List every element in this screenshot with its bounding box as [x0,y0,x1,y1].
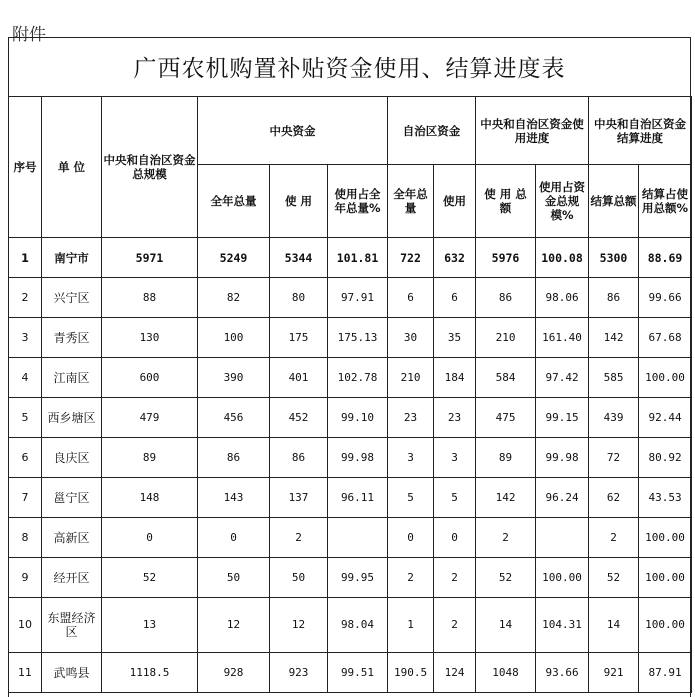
cell-total-scale: 479 [102,398,198,438]
cell-central-ratio: 101.81 [328,238,388,278]
page-title: 广西农机购置补贴资金使用、结算进度表 [133,56,566,82]
cell-region-total: 23 [388,398,434,438]
cell-region-used: 5 [434,478,476,518]
header-central-total: 全年总量 [198,165,270,238]
cell-usage-ratio: 93.66 [536,653,589,693]
cell-usage-ratio: 99.15 [536,398,589,438]
cell-unit: 武鸣县 [42,653,102,693]
cell-settle-ratio: 99.66 [639,278,692,318]
cell-seq: 10 [9,598,42,653]
cell-seq: 6 [9,438,42,478]
cell-region-used: 35 [434,318,476,358]
cell-total-scale: 89 [102,438,198,478]
header-seq: 序号 [9,97,42,238]
cell-region-used: 3 [434,438,476,478]
cell-region-total: 3 [388,438,434,478]
cell-region-used: 23 [434,398,476,438]
cell-seq: 5 [9,398,42,438]
cell-central-used: 923 [270,653,328,693]
cell-central-used: 137 [270,478,328,518]
header-central-ratio: 使用占全年总量% [328,165,388,238]
table-row [9,558,692,598]
cell-usage-total: 52 [476,558,536,598]
cell-region-total: 722 [388,238,434,278]
cell-usage-ratio: 104.31 [536,598,589,653]
cell-settle-total: 52 [589,558,639,598]
table-row [9,398,692,438]
cell-settle-ratio: 100.00 [639,358,692,398]
table-row [9,653,692,693]
cell-total-scale: 148 [102,478,198,518]
cell-unit: 青秀区 [42,318,102,358]
cell-usage-total: 475 [476,398,536,438]
cell-region-total: 6 [388,278,434,318]
table-row [9,598,692,653]
cell-settle-total: 86 [589,278,639,318]
cell-region-used: 6 [434,278,476,318]
table-row [9,318,692,358]
cell-usage-total: 86 [476,278,536,318]
cell-settle-ratio: 67.68 [639,318,692,358]
header-region-total: 全年总量 [388,165,434,238]
cell-total-scale: 0 [102,518,198,558]
cell-settle-total: 439 [589,398,639,438]
cell-settle-ratio: 100.00 [639,598,692,653]
cell-usage-ratio: 161.40 [536,318,589,358]
cell-unit: 良庆区 [42,438,102,478]
cell-central-used: 80 [270,278,328,318]
cell-central-ratio: 98.04 [328,598,388,653]
cell-settle-ratio: 80.92 [639,438,692,478]
cell-central-used: 175 [270,318,328,358]
cell-central-total: 5249 [198,238,270,278]
header-region-funds: 自治区资金 [388,97,476,165]
cell-central-used: 401 [270,358,328,398]
table-row [9,478,692,518]
cell-usage-ratio: 98.06 [536,278,589,318]
cell-unit: 兴宁区 [42,278,102,318]
cell-central-ratio: 99.51 [328,653,388,693]
cell-settle-total: 5300 [589,238,639,278]
cell-settle-total: 14 [589,598,639,653]
cell-settle-total: 585 [589,358,639,398]
cell-total-scale: 5971 [102,238,198,278]
cell-central-used: 12 [270,598,328,653]
cell-total-scale: 600 [102,358,198,398]
cell-seq: 4 [9,358,42,398]
cell-usage-total: 14 [476,598,536,653]
cell-central-ratio: 102.78 [328,358,388,398]
cell-central-ratio: 99.10 [328,398,388,438]
cell-unit: 经开区 [42,558,102,598]
cell-region-used: 184 [434,358,476,398]
cell-central-total: 390 [198,358,270,398]
cell-central-total: 50 [198,558,270,598]
cell-usage-total: 210 [476,318,536,358]
cell-region-used: 2 [434,558,476,598]
cell-central-ratio: 99.98 [328,438,388,478]
cell-central-used: 452 [270,398,328,438]
attachment-label: 附件 [12,25,46,45]
cell-seq: 8 [9,518,42,558]
cell-region-used: 2 [434,598,476,653]
cell-central-used: 50 [270,558,328,598]
cell-usage-total: 1048 [476,653,536,693]
cell-seq: 9 [9,558,42,598]
cell-usage-ratio: 100.08 [536,238,589,278]
cell-central-ratio: 97.91 [328,278,388,318]
cell-central-total: 456 [198,398,270,438]
cell-settle-total: 921 [589,653,639,693]
cell-usage-ratio [536,518,589,558]
header-usage-total: 使 用 总 额 [476,165,536,238]
table-row-total [9,238,692,278]
header-usage-ratio: 使用占资金总规模% [536,165,589,238]
cell-usage-total: 2 [476,518,536,558]
cell-region-total: 190.5 [388,653,434,693]
cell-central-used: 5344 [270,238,328,278]
header-settle-ratio: 结算占使用总额% [639,165,692,238]
cell-settle-ratio: 100.00 [639,558,692,598]
cell-region-total: 1 [388,598,434,653]
header-total-scale: 中央和自治区资金总规模 [102,97,198,238]
header-central-funds: 中央资金 [198,97,388,165]
cell-seq: 11 [9,653,42,693]
header-usage-progress: 中央和自治区资金使用进度 [476,97,589,165]
cell-central-total: 0 [198,518,270,558]
cell-total-scale: 130 [102,318,198,358]
cell-settle-total: 2 [589,518,639,558]
header-unit: 单 位 [42,97,102,238]
table-body [9,238,692,693]
cell-region-total: 0 [388,518,434,558]
cell-central-ratio: 175.13 [328,318,388,358]
cell-unit: 南宁市 [42,238,102,278]
table-row [9,438,692,478]
cell-usage-ratio: 96.24 [536,478,589,518]
cell-region-total: 210 [388,358,434,398]
cell-unit: 江南区 [42,358,102,398]
cell-settle-ratio: 92.44 [639,398,692,438]
cell-settle-total: 72 [589,438,639,478]
cell-usage-ratio: 99.98 [536,438,589,478]
cell-central-used: 86 [270,438,328,478]
cell-settle-ratio: 43.53 [639,478,692,518]
cell-total-scale: 1118.5 [102,653,198,693]
cell-seq: 1 [9,238,42,278]
header-central-used: 使 用 [270,165,328,238]
cell-settle-ratio: 100.00 [639,518,692,558]
cell-central-total: 100 [198,318,270,358]
cell-central-ratio: 96.11 [328,478,388,518]
cell-usage-total: 5976 [476,238,536,278]
cell-central-total: 86 [198,438,270,478]
cell-settle-ratio: 88.69 [639,238,692,278]
cell-central-used: 2 [270,518,328,558]
cell-usage-ratio: 100.00 [536,558,589,598]
cell-usage-total: 89 [476,438,536,478]
cell-region-used: 0 [434,518,476,558]
cell-settle-total: 62 [589,478,639,518]
cell-region-total: 5 [388,478,434,518]
cell-total-scale: 13 [102,598,198,653]
subsidy-progress-table [8,96,692,693]
cell-central-ratio: 99.95 [328,558,388,598]
header-settlement-progress: 中央和自治区资金结算进度 [589,97,692,165]
cell-unit: 西乡塘区 [42,398,102,438]
cell-usage-total: 584 [476,358,536,398]
cell-usage-ratio: 97.42 [536,358,589,398]
cell-seq: 3 [9,318,42,358]
header-region-used: 使用 [434,165,476,238]
cell-settle-total: 142 [589,318,639,358]
table-row [9,278,692,318]
cell-region-total: 2 [388,558,434,598]
cell-unit: 高新区 [42,518,102,558]
cell-central-total: 12 [198,598,270,653]
cell-seq: 7 [9,478,42,518]
cell-settle-ratio: 87.91 [639,653,692,693]
cell-central-ratio [328,518,388,558]
cell-unit: 东盟经济区 [42,598,102,653]
header-settle-total: 结算总额 [589,165,639,238]
cell-central-total: 928 [198,653,270,693]
cell-region-used: 124 [434,653,476,693]
table-row [9,358,692,398]
cell-central-total: 82 [198,278,270,318]
cell-seq: 2 [9,278,42,318]
cell-central-total: 143 [198,478,270,518]
cell-unit: 邕宁区 [42,478,102,518]
cell-usage-total: 142 [476,478,536,518]
table-row [9,518,692,558]
cell-region-total: 30 [388,318,434,358]
cell-total-scale: 52 [102,558,198,598]
cell-region-used: 632 [434,238,476,278]
cell-total-scale: 88 [102,278,198,318]
